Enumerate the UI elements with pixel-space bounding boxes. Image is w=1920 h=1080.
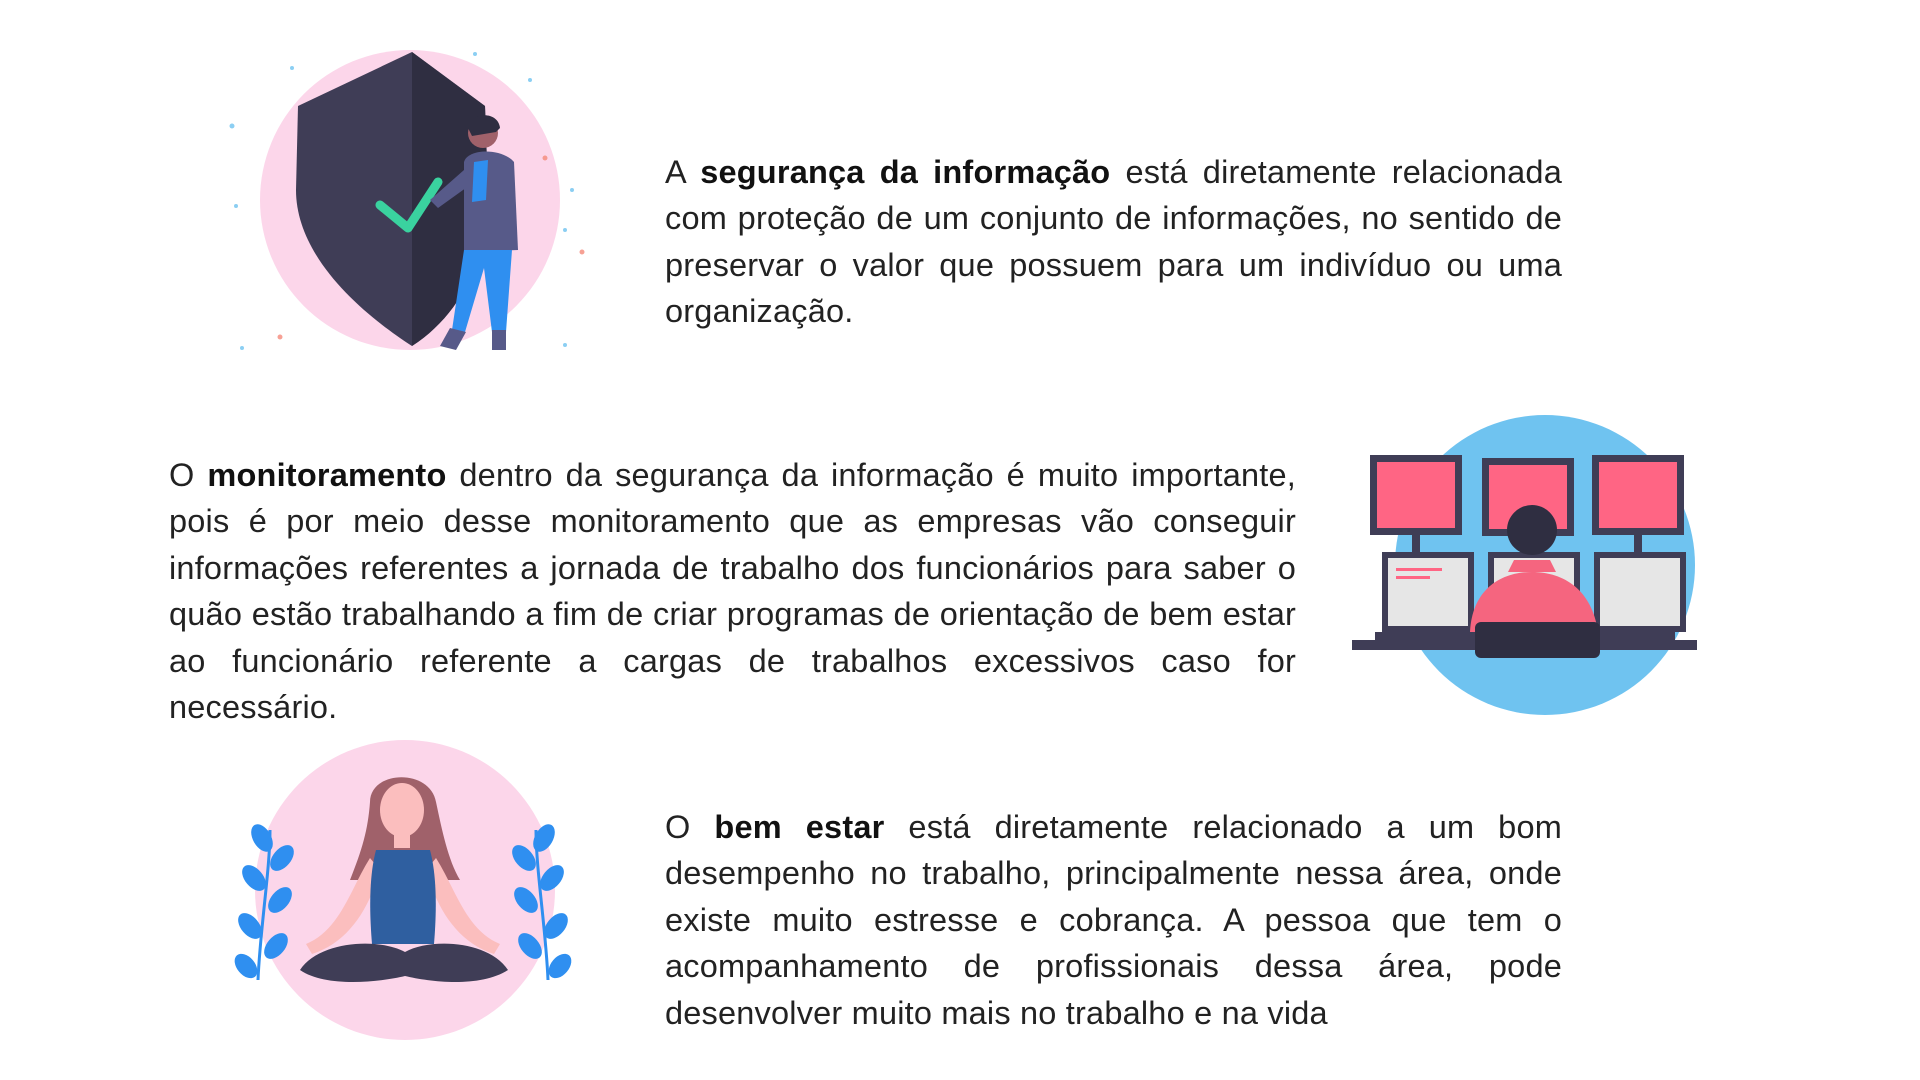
wellbeing-paragraph [665,804,1562,1037]
shield-person-icon [220,40,600,380]
monitoring-illustration [1340,400,1770,720]
security-body: está diretamente relacionada com proteção de um conjunto de informações, no sentido de preservar o valor que possuem para um indivíduo ou uma organização. [665,153,1562,329]
wellbeing-illustration [230,730,580,1050]
security-illustration [220,40,600,380]
wellbeing-body: está diretamente relacionado a um bom desempenho no trabalho, principalmente nessa área, onde existe muito estresse e cobrança. A pessoa que tem o acompanhamento de profissionais dessa área, pode desenvolver muito mais no trabalho e na vida [665,808,1562,1031]
monitoring-desk-icon [1340,400,1770,720]
wellbeing-highlight: bem estar [714,808,885,845]
monitoring-intro: O [169,456,208,493]
monitoring-highlight: monitoramento [207,456,447,493]
monitoring-body: dentro da segurança da informação é muito importante, pois é por meio desse monitoramento que as empresas vão conseguir informações referentes a jornada de trabalho dos funcionários para saber o quão estão trabalhando a fim de criar programas de orientação de bem estar ao funcionário referente a cargas de trabalhos excessivos caso for necessário. [169,456,1296,725]
security-highlight: segurança da informação [700,153,1111,190]
meditation-woman-icon [230,730,580,1050]
security-intro: A [665,153,701,190]
monitoring-paragraph [169,452,1296,731]
security-paragraph [665,149,1562,335]
wellbeing-intro: O [665,808,715,845]
